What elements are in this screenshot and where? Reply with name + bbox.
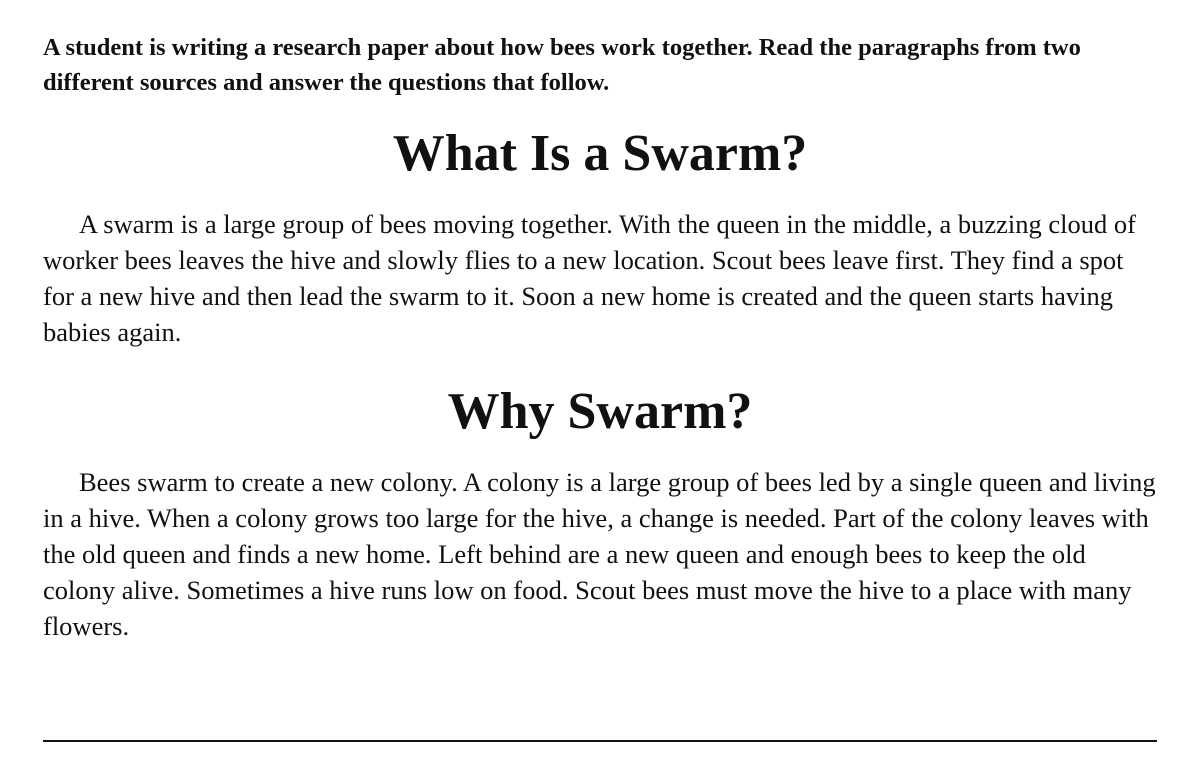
bottom-divider — [43, 740, 1157, 742]
source-1-heading: What Is a Swarm? — [392, 125, 808, 182]
instructions-text: A student is writing a research paper about how bees work together. Read the paragraphs from two different sources and answer the questions that follow. — [43, 34, 1081, 96]
source-2-heading: Why Swarm? — [447, 383, 753, 440]
source-1-paragraph: A swarm is a large group of bees moving together. With the queen in the middle, a buzzing cloud of worker bees leaves the hive and slowly flies to a new location. Scout bees leave first. They find a spot for a new hive and then lead the swarm to it. Soon a new home is created and the queen starts having babies again. — [43, 209, 1136, 347]
source-2-paragraph: Bees swarm to create a new colony. A colony is a large group of bees led by a single queen and living in a hive. When a colony grows too large for the hive, a change is needed. Part of the colony leaves with the old queen and finds a new home. Left behind are a new queen and enough bees to keep the old colony alive. Sometimes a hive runs low on food. Scout bees must move the hive to a place with many flowers. — [43, 467, 1156, 641]
document-page — [43, 30, 1157, 644]
source-1 — [43, 124, 1157, 350]
source-2 — [43, 382, 1157, 644]
